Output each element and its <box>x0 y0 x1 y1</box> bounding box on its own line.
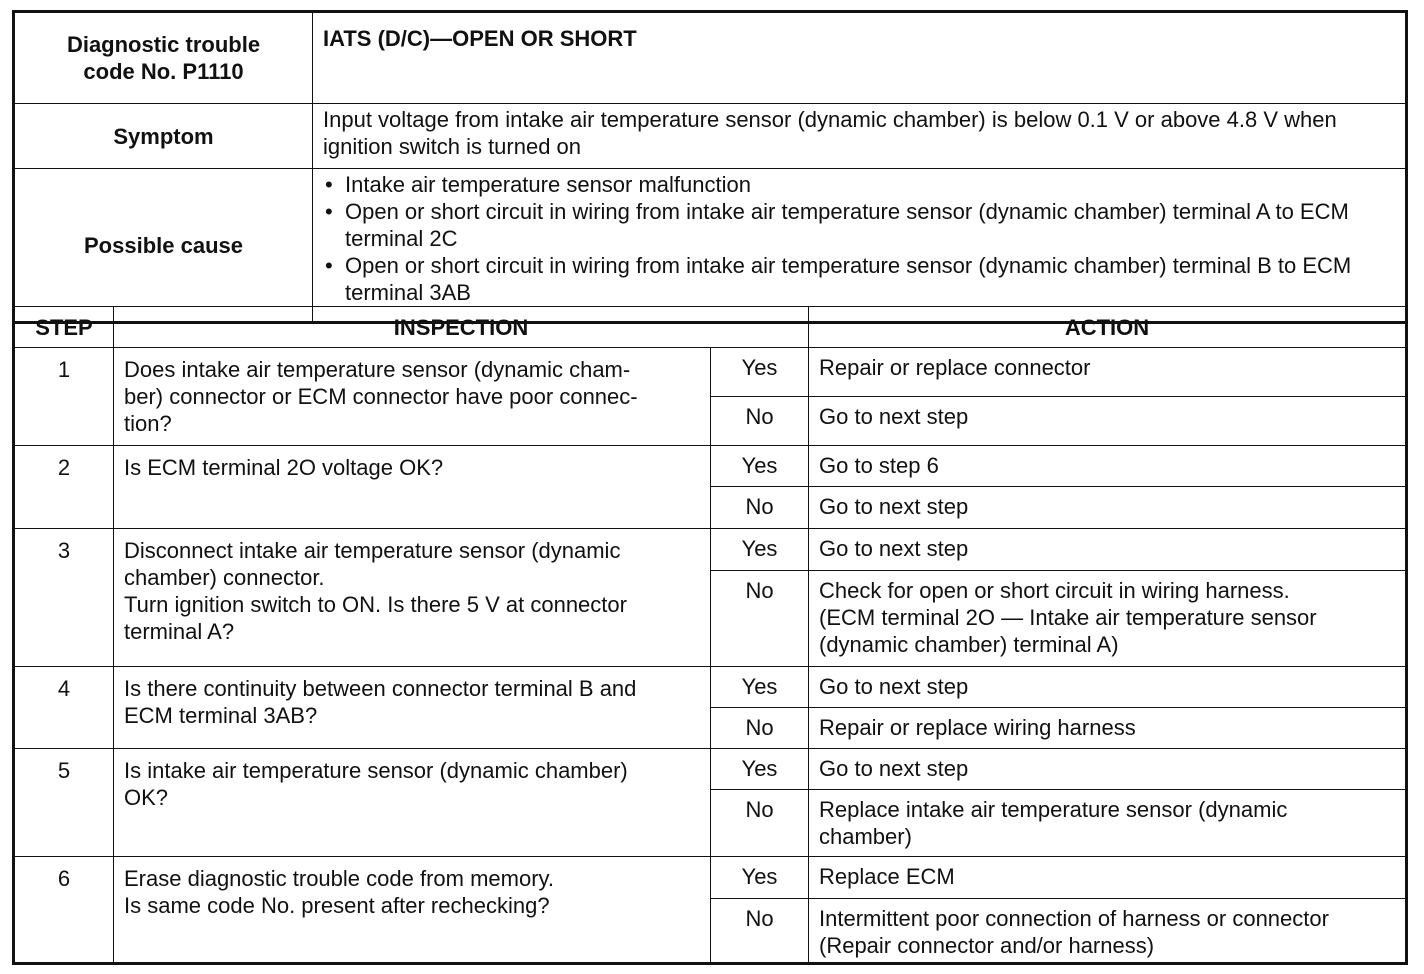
no-action: Repair or replace wiring harness <box>809 708 1406 749</box>
step-inspection: Is there continuity between connector terminal B and ECM terminal 3AB? <box>114 667 711 749</box>
table-row <box>15 529 1406 571</box>
table-row <box>15 857 1406 899</box>
step-inspection: Is intake air temperature sensor (dynamic chamber) OK? <box>114 749 711 857</box>
no-action: Replace intake air temperature sensor (dynamic chamber) <box>809 790 1406 857</box>
no-label: No <box>711 571 809 667</box>
yes-label: Yes <box>711 667 809 708</box>
yes-action: Go to step 6 <box>809 446 1406 487</box>
table-row <box>15 348 1406 397</box>
step-number: 3 <box>15 529 114 667</box>
table-row <box>15 667 1406 708</box>
yes-action: Go to next step <box>809 667 1406 708</box>
cause-item: • Intake air temperature sensor malfunction <box>345 171 1395 198</box>
step-number: 1 <box>15 348 114 446</box>
no-label: No <box>711 708 809 749</box>
no-label: No <box>711 790 809 857</box>
step-number: 2 <box>15 446 114 529</box>
yes-action: Go to next step <box>809 529 1406 571</box>
symptom-label: Symptom <box>15 104 313 169</box>
cause-item: • Open or short circuit in wiring from intake air temperature sensor (dynamic chamber) terminal B to ECM terminal 3AB <box>345 252 1395 306</box>
possible-cause-list <box>313 169 1406 322</box>
step-number: 4 <box>15 667 114 749</box>
dtc-header-table <box>12 10 1408 324</box>
inspection-steps-table <box>12 306 1408 965</box>
no-label: No <box>711 899 809 963</box>
step-number: 5 <box>15 749 114 857</box>
yes-label: Yes <box>711 348 809 397</box>
possible-cause-label: Possible cause <box>15 169 313 322</box>
yes-label: Yes <box>711 446 809 487</box>
step-inspection: Erase diagnostic trouble code from memory. Is same code No. present after rechecking? <box>114 857 711 963</box>
no-action: Go to next step <box>809 397 1406 446</box>
step-inspection: Is ECM terminal 2O voltage OK? <box>114 446 711 529</box>
step-inspection: Does intake air temperature sensor (dynamic cham- ber) connector or ECM connector have poor connec- tion? <box>114 348 711 446</box>
dtc-label: Diagnostic trouble code No. P1110 <box>15 13 313 104</box>
yes-action: Replace ECM <box>809 857 1406 899</box>
inspection-column-header: INSPECTION <box>114 307 809 348</box>
yes-label: Yes <box>711 857 809 899</box>
action-column-header: ACTION <box>809 307 1406 348</box>
symptom-text: Input voltage from intake air temperature sensor (dynamic chamber) is below 0.1 V or above 4.8 V when ignition switch is turned on <box>313 104 1406 169</box>
no-action: Go to next step <box>809 487 1406 529</box>
yes-label: Yes <box>711 749 809 790</box>
table-row <box>15 749 1406 790</box>
yes-action: Go to next step <box>809 749 1406 790</box>
no-action: Check for open or short circuit in wiring harness. (ECM terminal 2O — Intake air temperature sensor (dynamic chamber) terminal A) <box>809 571 1406 667</box>
no-action: Intermittent poor connection of harness or connector (Repair connector and/or harness) <box>809 899 1406 963</box>
dtc-title: IATS (D/C)—OPEN OR SHORT <box>313 13 1406 104</box>
yes-action: Repair or replace connector <box>809 348 1406 397</box>
cause-item: • Open or short circuit in wiring from intake air temperature sensor (dynamic chamber) terminal A to ECM terminal 2C <box>345 198 1395 252</box>
no-label: No <box>711 487 809 529</box>
yes-label: Yes <box>711 529 809 571</box>
step-inspection: Disconnect intake air temperature sensor (dynamic chamber) connector. Turn ignition switch to ON. Is there 5 V at connector terminal A? <box>114 529 711 667</box>
step-number: 6 <box>15 857 114 963</box>
no-label: No <box>711 397 809 446</box>
step-column-header: STEP <box>15 307 114 348</box>
table-row <box>15 446 1406 487</box>
